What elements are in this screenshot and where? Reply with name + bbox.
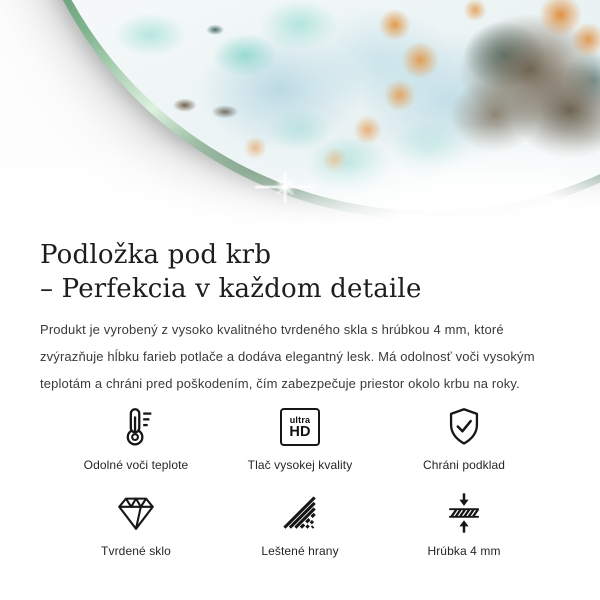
product-description: Produkt je vyrobený z vysoko kvalitného tvrdeného skla s hrúbkou 4 mm, ktoré zvýrazňuje hĺbku farieb potlače a dodáva elegantný lesk. Má odolnosť voči vysokým teplotám a chráni pred poškodením, čím zabezpečuje priestor okolo krbu na roky. — [40, 322, 535, 391]
feature-label: Leštené hrany — [261, 544, 339, 558]
feature-item — [54, 402, 218, 472]
thickness-icon — [441, 490, 487, 536]
thermometer-icon — [113, 404, 159, 450]
diamond-icon — [113, 490, 159, 536]
content-area — [0, 235, 600, 558]
page-title — [40, 235, 560, 306]
feature-label: Odolné voči teplote — [83, 458, 189, 472]
feature-item — [54, 488, 218, 558]
ultra-hd-top-text: ultra — [289, 414, 311, 425]
product-image — [0, 0, 600, 235]
sparkle-glint — [253, 168, 317, 206]
features-grid — [40, 402, 560, 558]
ultra-hd-bottom-text: HD — [289, 423, 311, 440]
polished-edges-icon — [278, 491, 322, 535]
page-title-line2: – Perfekcia v každom detaile — [40, 274, 422, 304]
shield-check-icon — [441, 404, 487, 450]
feature-item — [382, 488, 546, 558]
feature-label: Chráni podklad — [422, 458, 506, 472]
feature-label: Hrúbka 4 mm — [427, 544, 501, 558]
feature-item — [218, 402, 382, 472]
page-title-line1: Podložka pod krb — [40, 240, 272, 270]
feature-item — [382, 402, 546, 472]
ultra-hd-icon — [280, 408, 320, 446]
feature-label: Tlač vysokej kvality — [247, 458, 353, 472]
feature-item — [218, 488, 382, 558]
feature-label: Tvrdené sklo — [101, 544, 171, 558]
